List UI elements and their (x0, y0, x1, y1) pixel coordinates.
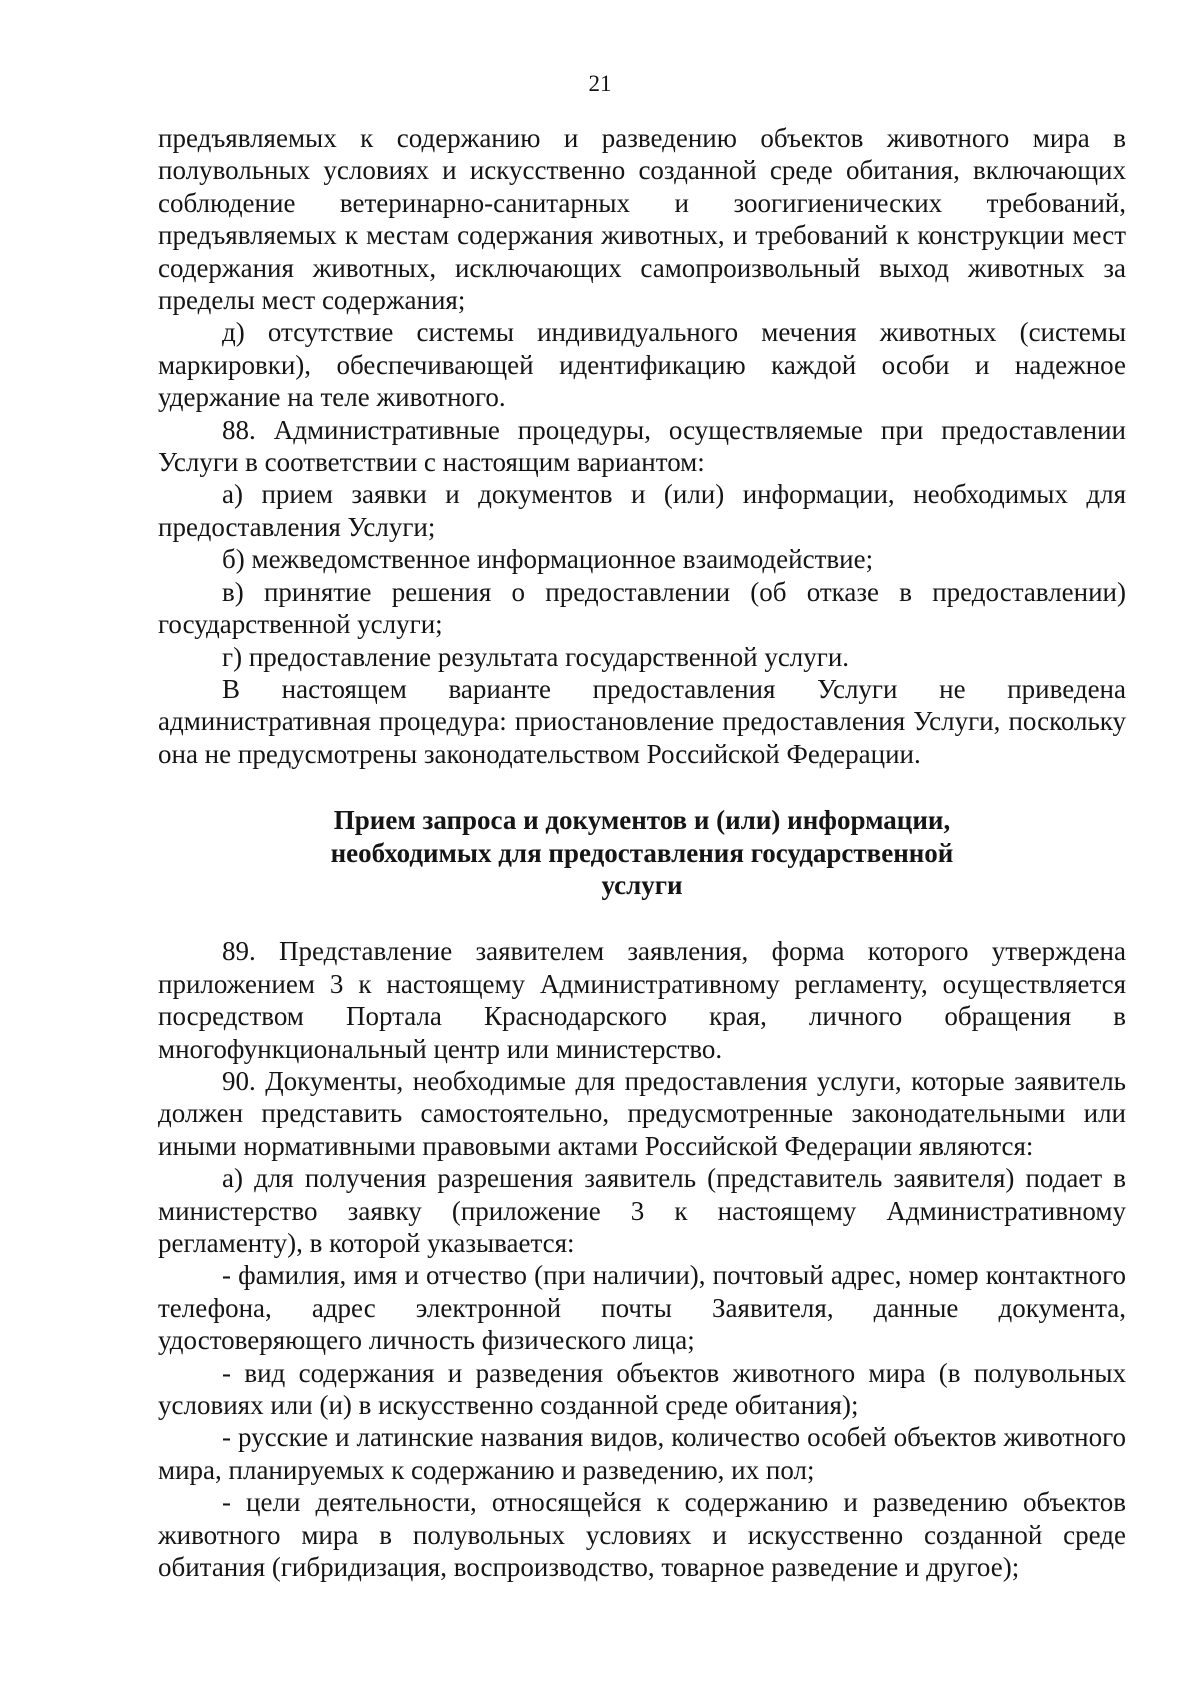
bullet-item-applicant-data: - фамилия, имя и отчество (при наличии), почтовый адрес, номер контактного телефона, адрес электронной почты Заявителя, данные документа, удостоверяющего личность физического лица; (158, 1260, 1126, 1356)
list-item-b: б) межведомственное информационное взаимодействие; (222, 544, 874, 575)
paragraph-90: 90. Документы, необходимые для предоставления услуги, которые заявитель должен представить самостоятельно, предусмотренные законодательными или иными нормативными правовыми актами Российской Федерации являются: (158, 1065, 1126, 1161)
document-body (158, 122, 1126, 1583)
bullet-item-keeping-type: - вид содержания и разведения объектов животного мира (в полувольных условиях или (и) в искусственно созданной среде обитания); (158, 1357, 1126, 1421)
list-item-v: в) принятие решения о предоставлении (об отказе в предоставлении) государственной услуги; (158, 576, 1126, 640)
section-heading-line: услуги (601, 869, 683, 900)
paragraph-continuation: предъявляемых к содержанию и разведению объектов животного мира в полувольных условиях и искусственно созданной среде обитания, включающих соблюдение ветеринарно-санитарных и зоогигиенических требований, предъявляемых к местам содержания животных, и требований к конструкции мест содержания животных, исключающих самопроизвольный выход животных за пределы мест содержания; (158, 123, 1126, 316)
section-heading-line: необходимых для предоставления государственной (330, 837, 954, 868)
paragraph-89: 89. Представление заявителем заявления, форма которого утверждена приложением 3 к настоящему Административному регламенту, осуществляется посредством Портала Краснодарского края, личного обращения в многофункциональный центр или министерство. (158, 936, 1126, 1064)
list-item-a: а) прием заявки и документов и (или) информации, необходимых для предоставления Услуги; (158, 479, 1126, 542)
section-heading-line: Прием запроса и документов и (или) информации, (333, 805, 951, 836)
page-number: 21 (588, 71, 612, 96)
bullet-item-activity-goals: - цели деятельности, относящейся к содержанию и разведению объектов животного мира в полувольных условиях и искусственно созданной среде обитания (гибридизация, воспроизводство, товарное разведение и другое); (158, 1487, 1126, 1583)
bullet-item-species-names: - русские и латинские названия видов, количество особей объектов животного мира, планируемых к содержанию и разведению, их пол; (158, 1422, 1126, 1485)
list-item-d: д) отсутствие системы индивидуального мечения животных (системы маркировки), обеспечивающей идентификацию каждой особи и надежное удержание на теле животного. (158, 317, 1126, 413)
paragraph-88: 88. Административные процедуры, осуществляемые при предоставлении Услуги в соответствии с настоящим вариантом: (158, 414, 1126, 478)
list-item-a-application: а) для получения разрешения заявитель (представитель заявителя) подает в министерство заявку (приложение 3 к настоящему Административному регламенту), в которой указывается: (158, 1163, 1126, 1258)
paragraph-note: В настоящем варианте предоставления Услуги не приведена административная процедура: приостановление предоставления Услуги, поскольку она не предусмотрены законодательством Российской Федерации. (158, 673, 1126, 769)
list-item-g: г) предоставление результата государственной услуги. (222, 641, 850, 672)
section-heading (158, 804, 1126, 901)
